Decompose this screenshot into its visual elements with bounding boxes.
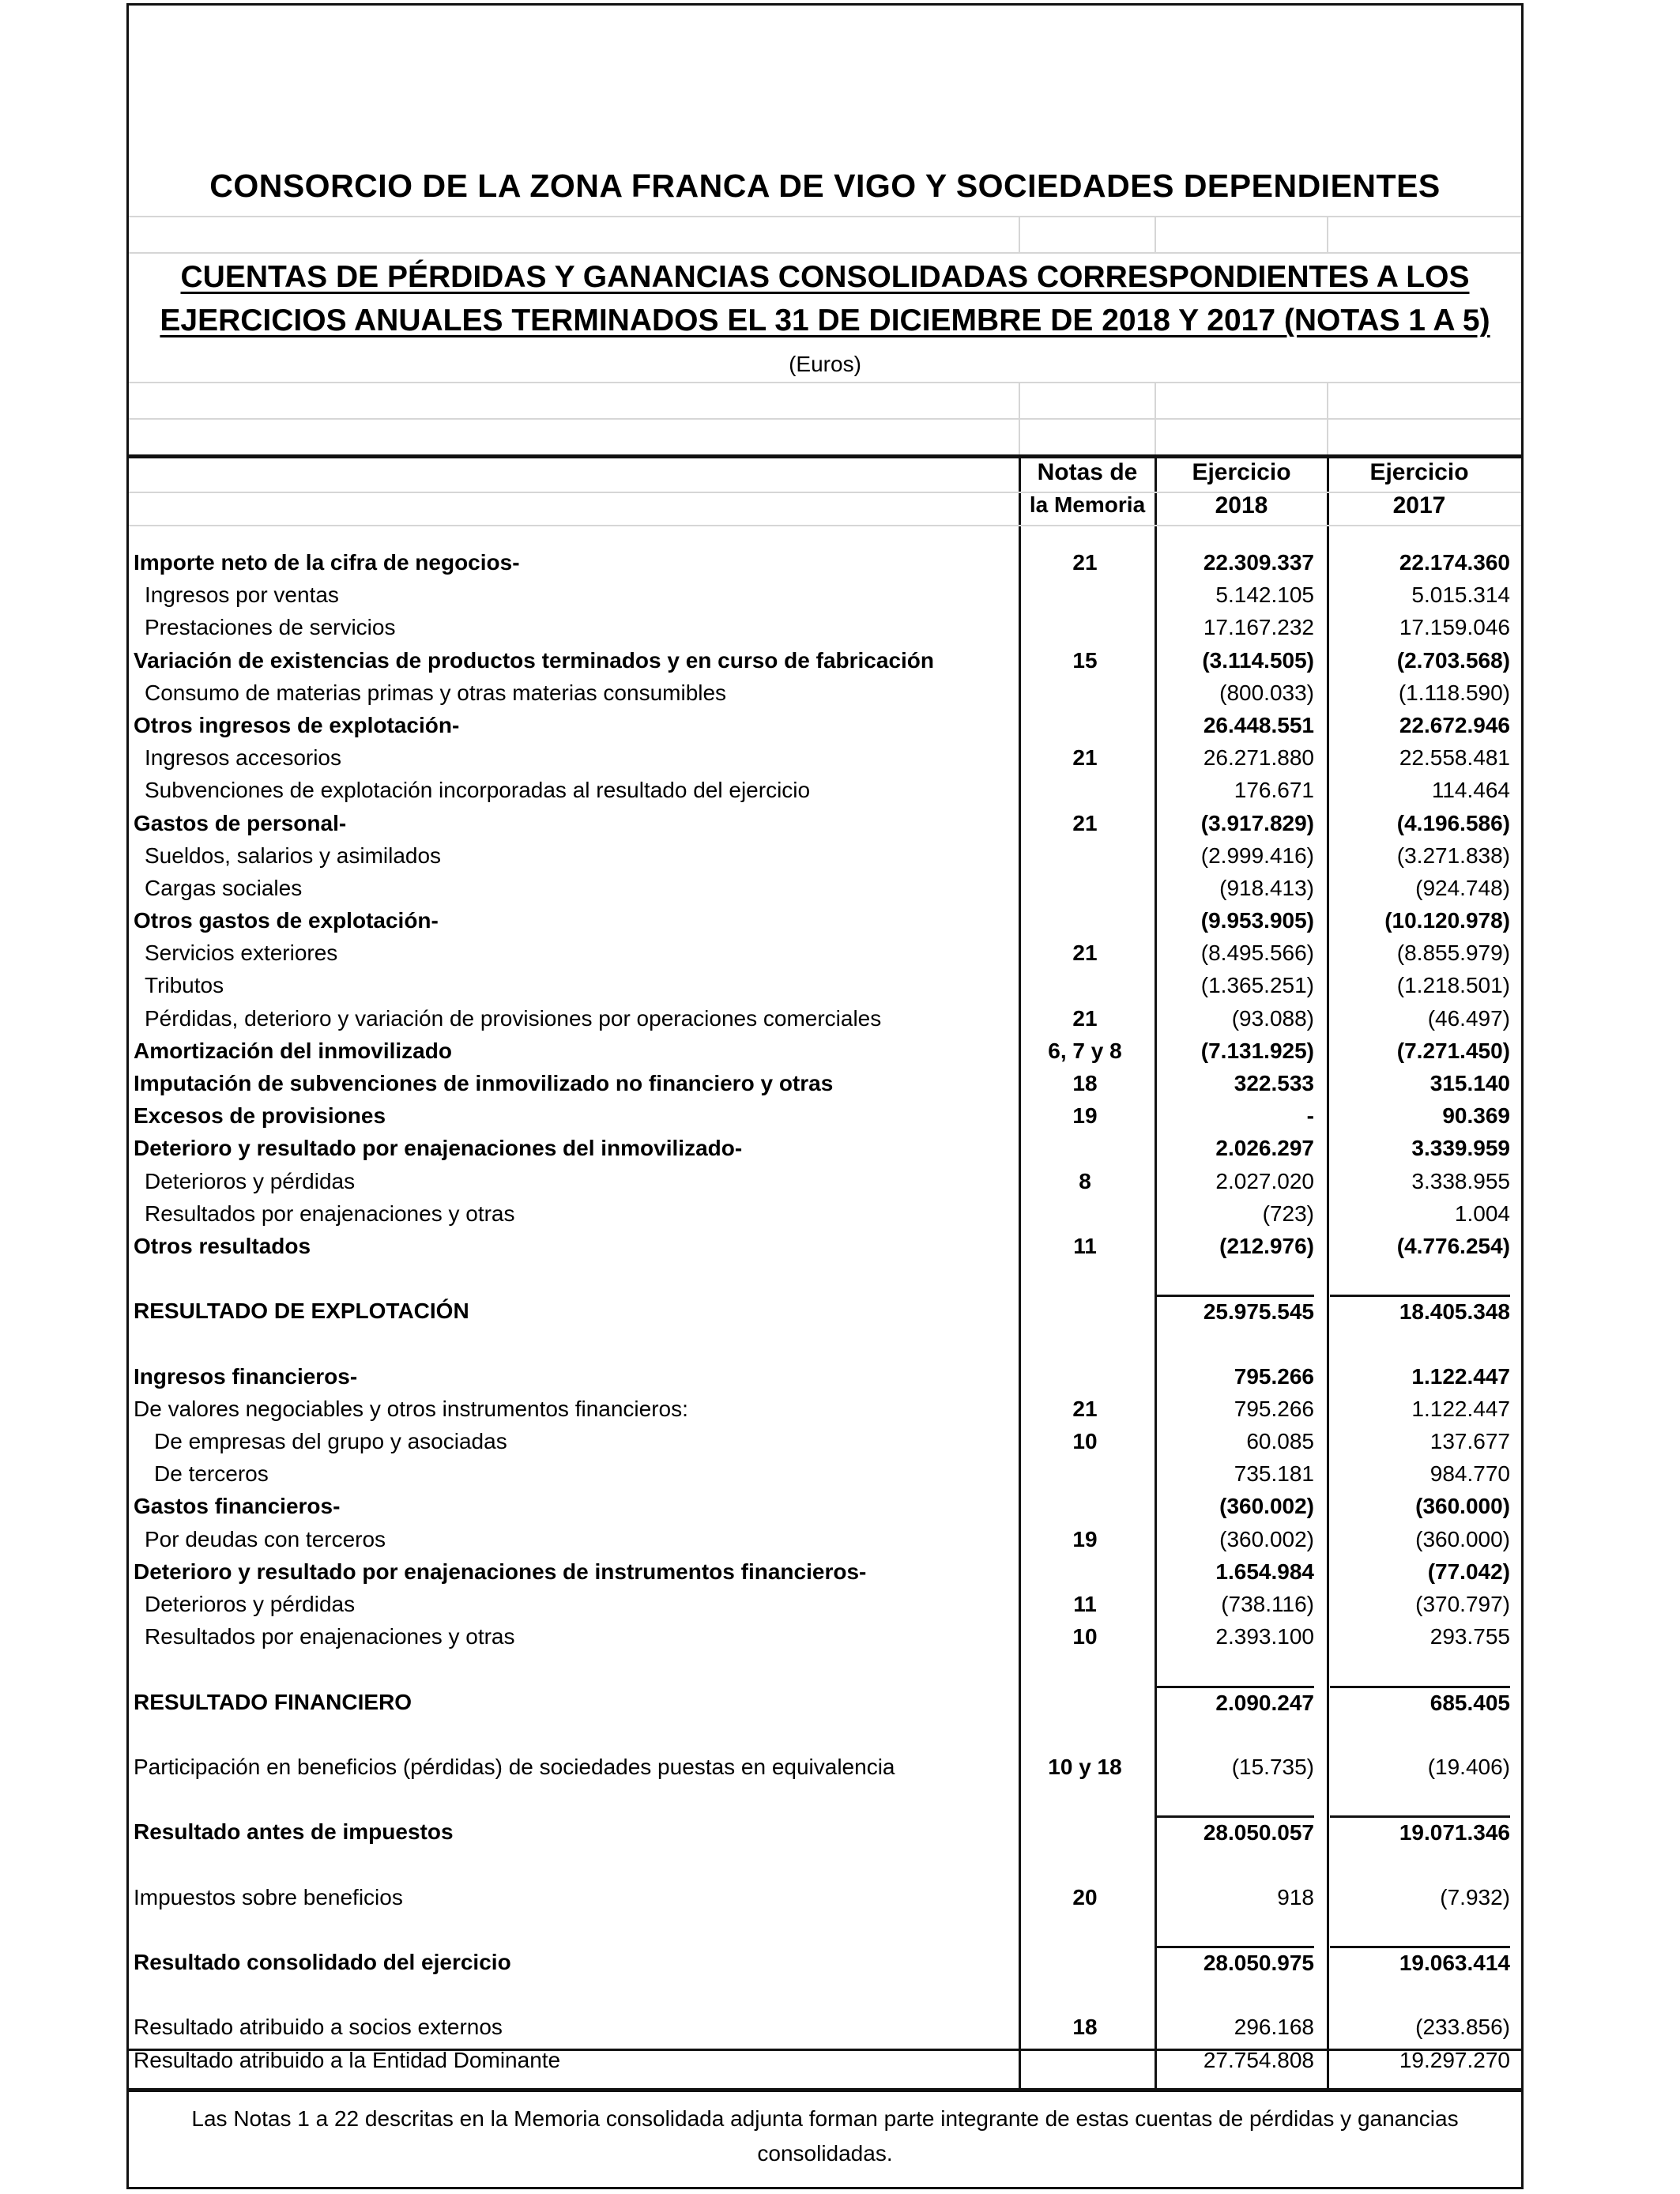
row-label: De valores negociables y otros instrumentos financieros: <box>134 1396 688 1421</box>
year-2018-header-line2: 2018 <box>1215 492 1268 518</box>
year-2017-header-line2: 2017 <box>1392 492 1446 518</box>
year-2018-header-line1: Ejercicio <box>1192 459 1291 485</box>
row-value-2017: (1.218.501) <box>1396 973 1510 998</box>
table-row <box>129 839 1521 872</box>
table-row <box>129 1393 1521 1425</box>
table-row <box>129 872 1521 904</box>
statement-subtitle-line2: EJERCICIOS ANUALES TERMINADOS EL 31 DE DICIEMBRE DE 2018 Y 2017 (NOTAS 1 A 5) <box>160 303 1490 337</box>
row-value-2017: 19.297.270 <box>1399 2047 1510 2072</box>
row-label: Variación de existencias de productos terminados y en curso de fabricación <box>134 647 935 673</box>
row-value-2018: 2.393.100 <box>1215 1624 1314 1649</box>
row-value-2017: (46.497) <box>1427 1005 1510 1031</box>
row-value-2018: (918.413) <box>1219 875 1314 900</box>
row-value-2018: 60.085 <box>1246 1429 1314 1454</box>
row-value-2017: (8.855.979) <box>1396 941 1510 966</box>
row-note: 19 <box>1072 1103 1098 1129</box>
row-label: Cargas sociales <box>145 875 303 900</box>
row-value-2018: 735.181 <box>1234 1461 1314 1487</box>
row-note: 21 <box>1072 941 1098 966</box>
row-value-2018: (738.116) <box>1221 1592 1314 1616</box>
row-value-2017: 22.174.360 <box>1399 550 1510 575</box>
table-row <box>129 1035 1521 1067</box>
row-note: 10 y 18 <box>1048 1754 1122 1779</box>
row-label: RESULTADO DE EXPLOTACIÓN <box>134 1299 469 1324</box>
table-row <box>129 546 1521 579</box>
row-label: Por deudas con terceros <box>145 1526 386 1551</box>
table-row <box>129 1457 1521 1490</box>
row-note: 21 <box>1072 1396 1098 1421</box>
row-note: 6, 7 y 8 <box>1048 1038 1122 1063</box>
row-label: Gastos financieros- <box>134 1494 341 1519</box>
row-value-2017: (7.271.450) <box>1396 1038 1510 1063</box>
row-note: 18 <box>1072 1071 1098 1095</box>
table-row <box>129 937 1521 969</box>
table-row <box>129 807 1521 839</box>
grid-line <box>1327 216 1328 252</box>
row-note: 21 <box>1072 810 1098 835</box>
row-value-2018: - <box>1306 1103 1314 1129</box>
row-label: Participación en beneficios (pérdidas) de sociedades puestas en equivalencia <box>134 1754 895 1779</box>
table-row <box>129 1067 1521 1099</box>
table-row <box>129 1751 1521 1783</box>
row-value-2018: 2.027.020 <box>1215 1168 1314 1193</box>
row-value-2018: (93.088) <box>1231 1005 1314 1031</box>
spacer-row <box>129 1262 1521 1295</box>
row-value-2017: 114.464 <box>1431 778 1510 803</box>
row-value-2017: 984.770 <box>1430 1461 1510 1487</box>
row-label: Excesos de provisiones <box>134 1103 386 1129</box>
row-note: 21 <box>1072 1005 1098 1031</box>
table-row <box>129 677 1521 709</box>
row-value-2017: 18.405.348 <box>1330 1295 1510 1327</box>
row-label: Imputación de subvenciones de inmovilizado no financiero y otras <box>134 1071 834 1095</box>
table-row <box>129 1197 1521 1230</box>
row-label: Ingresos accesorios <box>145 745 342 771</box>
row-value-2017: 315.140 <box>1430 1071 1510 1095</box>
row-value-2017: (1.118.590) <box>1398 680 1510 705</box>
row-value-2018: 28.050.057 <box>1156 1815 1314 1848</box>
table-row <box>129 1099 1521 1132</box>
spacer-row <box>129 1978 1521 2011</box>
table-row <box>129 2011 1521 2043</box>
total-row <box>129 1295 1521 1327</box>
row-label: Otros gastos de explotación- <box>134 908 439 933</box>
row-value-2017: 17.159.046 <box>1399 615 1510 640</box>
grid-line <box>1155 382 1156 454</box>
row-label: Otros resultados <box>134 1233 311 1258</box>
statement-sheet <box>126 3 1524 2189</box>
row-value-2018: (800.033) <box>1219 680 1314 705</box>
row-label: Otros ingresos de explotación- <box>134 712 460 737</box>
row-value-2018: (212.976) <box>1219 1233 1314 1258</box>
table-row <box>129 1360 1521 1393</box>
table-row <box>129 1555 1521 1588</box>
row-label: Ingresos financieros- <box>134 1363 358 1389</box>
row-label: De empresas del grupo y asociadas <box>154 1429 507 1454</box>
grid-line <box>129 216 1521 217</box>
grid-line <box>1019 382 1020 454</box>
table-row <box>129 2044 1521 2076</box>
currency-label: (Euros) <box>789 352 861 376</box>
row-value-2018: (9.953.905) <box>1200 908 1314 933</box>
row-label: Servicios exteriores <box>145 941 338 966</box>
row-value-2017: (19.406) <box>1427 1754 1510 1779</box>
grid-line <box>129 525 1521 526</box>
row-value-2018: (8.495.566) <box>1200 941 1314 966</box>
row-value-2018: (2.999.416) <box>1200 843 1314 868</box>
row-label: Prestaciones de servicios <box>145 615 396 640</box>
notes-header-line2: la Memoria <box>1029 492 1146 517</box>
row-value-2017: 685.405 <box>1330 1686 1510 1718</box>
grid-line <box>1327 382 1328 454</box>
row-label: Ingresos por ventas <box>145 582 339 608</box>
spacer-row <box>129 1328 1521 1360</box>
row-value-2018: (360.002) <box>1219 1526 1314 1551</box>
row-label: Deterioro y resultado por enajenaciones del inmovilizado- <box>134 1136 743 1161</box>
row-value-2018: 26.448.551 <box>1203 712 1314 737</box>
table-row <box>129 969 1521 1001</box>
row-value-2018: (360.002) <box>1219 1494 1314 1519</box>
row-label: Resultados por enajenaciones y otras <box>145 1624 515 1649</box>
row-value-2017: 90.369 <box>1442 1103 1510 1129</box>
row-value-2018: 795.266 <box>1234 1363 1314 1389</box>
spacer-row <box>129 1913 1521 1946</box>
row-value-2017: 1.122.447 <box>1411 1396 1510 1421</box>
table-row <box>129 579 1521 611</box>
row-note: 11 <box>1073 1592 1097 1616</box>
row-value-2017: (370.797) <box>1415 1592 1510 1616</box>
row-value-2017: 3.339.959 <box>1411 1136 1510 1161</box>
table-row <box>129 904 1521 937</box>
spacer-row <box>129 1849 1521 1881</box>
grid-line <box>129 418 1521 420</box>
table-row <box>129 774 1521 806</box>
row-value-2017: 1.004 <box>1454 1201 1510 1226</box>
table-row <box>129 1230 1521 1262</box>
table-row <box>129 709 1521 741</box>
row-label: Deterioro y resultado por enajenaciones de instrumentos financieros- <box>134 1559 867 1584</box>
row-value-2018: 296.168 <box>1234 2015 1314 2040</box>
row-value-2017: (3.271.838) <box>1396 843 1510 868</box>
grid-line <box>1019 216 1020 252</box>
row-value-2017: (10.120.978) <box>1384 908 1510 933</box>
row-note: 11 <box>1073 1233 1097 1258</box>
row-note: 15 <box>1072 647 1098 673</box>
table-row <box>129 1881 1521 1913</box>
grid-line <box>1155 216 1156 252</box>
table-row <box>129 1425 1521 1457</box>
row-value-2018: 1.654.984 <box>1215 1559 1314 1584</box>
row-value-2018: (3.917.829) <box>1200 810 1314 835</box>
row-label: Resultados por enajenaciones y otras <box>145 1201 515 1226</box>
row-value-2018: 28.050.975 <box>1156 1946 1314 1978</box>
row-label: Amortización del inmovilizado <box>134 1038 452 1063</box>
row-value-2017: (233.856) <box>1415 2015 1510 2040</box>
row-note: 10 <box>1072 1624 1098 1649</box>
row-value-2017: 5.015.314 <box>1411 582 1510 608</box>
table-row <box>129 611 1521 643</box>
row-value-2017: (77.042) <box>1427 1559 1510 1584</box>
row-value-2017: (4.196.586) <box>1396 810 1510 835</box>
table-row <box>129 741 1521 774</box>
row-value-2017: 1.122.447 <box>1411 1363 1510 1389</box>
row-note: 21 <box>1072 550 1098 575</box>
row-value-2017: 293.755 <box>1430 1624 1510 1649</box>
statement-rows <box>129 546 1521 2076</box>
spacer-row <box>129 1783 1521 1815</box>
row-note: 21 <box>1072 745 1098 771</box>
row-label: Resultado atribuido a socios externos <box>134 2015 503 2040</box>
row-value-2018: 322.533 <box>1234 1071 1314 1095</box>
table-row <box>129 1132 1521 1164</box>
row-label: Sueldos, salarios y asimilados <box>145 843 442 868</box>
row-value-2018: (7.131.925) <box>1200 1038 1314 1063</box>
row-note: 10 <box>1072 1429 1098 1454</box>
company-title: CONSORCIO DE LA ZONA FRANCA DE VIGO Y SOCIEDADES DEPENDIENTES <box>209 168 1441 204</box>
total-row <box>129 1946 1521 1978</box>
row-label: De terceros <box>154 1461 269 1487</box>
row-value-2017: 19.063.414 <box>1330 1946 1510 1978</box>
row-label: Resultado atribuido a la Entidad Dominante <box>134 2047 561 2072</box>
row-note: 19 <box>1072 1526 1098 1551</box>
row-label: Deterioros y pérdidas <box>145 1592 356 1616</box>
row-value-2017: (2.703.568) <box>1396 647 1510 673</box>
total-row <box>129 1686 1521 1718</box>
row-label: Importe neto de la cifra de negocios- <box>134 550 520 575</box>
row-value-2017: 22.558.481 <box>1399 745 1510 771</box>
row-value-2018: 2.090.247 <box>1156 1686 1314 1718</box>
grid-line <box>129 252 1521 254</box>
row-label: Tributos <box>145 973 224 998</box>
footer-line1: Las Notas 1 a 22 descritas en la Memoria consolidada adjunta forman parte integrante de estas cuentas de pérdidas y ganancias <box>191 2106 1459 2131</box>
row-label: Consumo de materias primas y otras materias consumibles <box>145 680 727 705</box>
footer-line2: consolidadas. <box>757 2141 893 2166</box>
row-label: Pérdidas, deterioro y variación de provisiones por operaciones comerciales <box>145 1005 882 1031</box>
row-value-2017: (924.748) <box>1415 875 1510 900</box>
row-label: Deterioros y pérdidas <box>145 1168 356 1193</box>
total-row <box>129 1815 1521 1848</box>
row-value-2018: 795.266 <box>1234 1396 1314 1421</box>
row-value-2018: 25.975.545 <box>1156 1295 1314 1327</box>
row-value-2018: 5.142.105 <box>1215 582 1314 608</box>
row-value-2018: 17.167.232 <box>1203 615 1314 640</box>
row-value-2018: 26.271.880 <box>1203 745 1314 771</box>
row-label: RESULTADO FINANCIERO <box>134 1689 412 1714</box>
row-label: Subvenciones de explotación incorporadas al resultado del ejercicio <box>145 778 811 803</box>
row-value-2018: (15.735) <box>1231 1754 1314 1779</box>
row-value-2018: 27.754.808 <box>1203 2047 1314 2072</box>
grid-line <box>129 382 1521 383</box>
notes-header-line1: Notas de <box>1037 459 1138 485</box>
spacer-row <box>129 1653 1521 1685</box>
row-label: Resultado consolidado del ejercicio <box>134 1950 511 1975</box>
year-2017-header-line1: Ejercicio <box>1369 459 1469 485</box>
row-note: 20 <box>1072 1884 1098 1909</box>
row-value-2018: 918 <box>1277 1884 1314 1909</box>
table-row <box>129 1002 1521 1035</box>
row-value-2017: 19.071.346 <box>1330 1815 1510 1848</box>
row-value-2017: (4.776.254) <box>1396 1233 1510 1258</box>
row-value-2017: 137.677 <box>1430 1429 1510 1454</box>
row-value-2018: 2.026.297 <box>1215 1136 1314 1161</box>
row-value-2017: (360.000) <box>1415 1494 1510 1519</box>
footer-note <box>129 2102 1521 2171</box>
table-row <box>129 1620 1521 1653</box>
row-value-2017: 22.672.946 <box>1399 712 1510 737</box>
row-value-2018: (723) <box>1262 1201 1314 1226</box>
row-label: Impuestos sobre beneficios <box>134 1884 403 1909</box>
table-row <box>129 644 1521 677</box>
row-value-2017: (360.000) <box>1415 1526 1510 1551</box>
row-value-2018: (1.365.251) <box>1200 973 1314 998</box>
table-row <box>129 1490 1521 1522</box>
table-row <box>129 1588 1521 1620</box>
row-value-2017: 3.338.955 <box>1411 1168 1510 1193</box>
row-note: 8 <box>1079 1168 1091 1193</box>
row-label: Resultado antes de impuestos <box>134 1819 454 1845</box>
row-value-2018: 176.671 <box>1234 778 1314 803</box>
row-label: Gastos de personal- <box>134 810 347 835</box>
row-value-2017: (7.932) <box>1440 1884 1510 1909</box>
row-value-2018: (3.114.505) <box>1202 647 1314 673</box>
table-row <box>129 1165 1521 1197</box>
row-note: 18 <box>1072 2015 1098 2040</box>
row-value-2018: 22.309.337 <box>1203 550 1314 575</box>
statement-subtitle-line1: CUENTAS DE PÉRDIDAS Y GANANCIAS CONSOLIDADAS CORRESPONDIENTES A LOS <box>180 260 1470 294</box>
table-row <box>129 1523 1521 1555</box>
spacer-row <box>129 1718 1521 1751</box>
